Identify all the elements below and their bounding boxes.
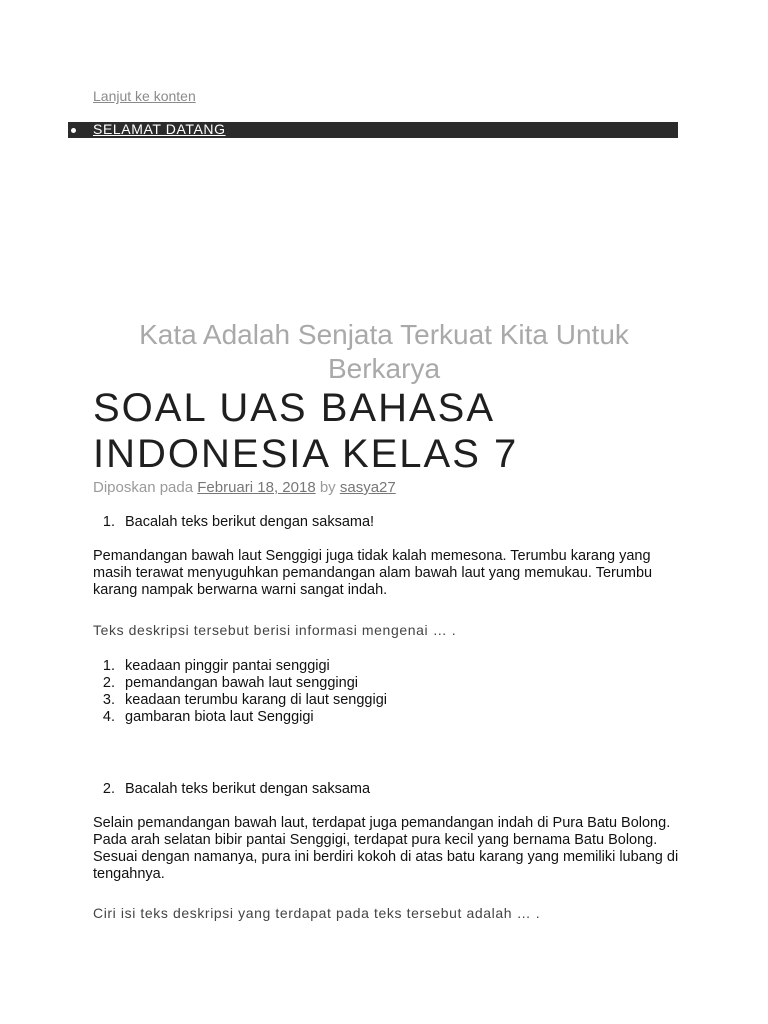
- option-number: 1.: [102, 658, 115, 674]
- question-1-passage: Pemandangan bawah laut Senggigi juga tidak kalah memesona. Terumbu karang yang masih terawat menyuguhkan pemandangan alam bawah laut yang memukau. Terumbu karang nampak berwarna warni sangat indah.: [93, 548, 653, 598]
- post-title: SOAL UAS BAHASA INDONESIA KELAS 7: [93, 386, 519, 476]
- option-number: 3.: [102, 692, 115, 708]
- option-text: gambaran biota laut Senggigi: [125, 709, 314, 725]
- posted-on-label: Diposkan pada: [93, 479, 194, 496]
- question-instruction-text: Bacalah teks berikut dengan saksama: [125, 781, 371, 797]
- question-2-instruction: [93, 781, 370, 798]
- option-number: 2.: [102, 675, 115, 691]
- option-text: pemandangan bawah laut senggingi: [125, 675, 358, 691]
- nav-item-selamat-datang[interactable]: SELAMAT DATANG: [93, 121, 226, 137]
- option-item: [93, 675, 358, 692]
- option-item: [93, 658, 330, 675]
- post-date-link[interactable]: Februari 18, 2018: [197, 479, 316, 496]
- option-text: keadaan pinggir pantai senggigi: [125, 658, 330, 674]
- question-instruction-text: Bacalah teks berikut dengan saksama!: [125, 514, 375, 530]
- question-1-prompt: Teks deskripsi tersebut berisi informasi mengenai … .: [93, 622, 457, 638]
- question-number: 2.: [102, 781, 115, 797]
- skip-to-content-link[interactable]: Lanjut ke konten: [93, 88, 196, 104]
- option-item: [93, 692, 387, 709]
- author-link[interactable]: sasya27: [339, 479, 396, 496]
- post-meta: [93, 479, 396, 497]
- option-number: 4.: [102, 709, 115, 725]
- question-1-instruction: [93, 514, 374, 531]
- question-2-passage: Selain pemandangan bawah laut, terdapat juga pemandangan indah di Pura Batu Bolong. Pada arah selatan bibir pantai Senggigi, terdapat pura kecil yang bernama Batu Bolong. Sesuai dengan namanya, pura ini berdiri kokoh di atas batu karang yang memiliki lubang di tengahnya.: [93, 815, 679, 882]
- by-label: by: [319, 479, 336, 496]
- site-tagline: Kata Adalah Senjata Terkuat Kita Untuk Berkarya: [139, 319, 629, 384]
- question-2-prompt: Ciri isi teks deskripsi yang terdapat pada teks tersebut adalah … .: [93, 905, 541, 921]
- question-number: 1.: [102, 514, 115, 530]
- option-item: [93, 709, 314, 726]
- option-text: keadaan terumbu karang di laut senggigi: [125, 692, 387, 708]
- bullet-icon: [71, 128, 76, 133]
- main-navigation: [68, 122, 678, 138]
